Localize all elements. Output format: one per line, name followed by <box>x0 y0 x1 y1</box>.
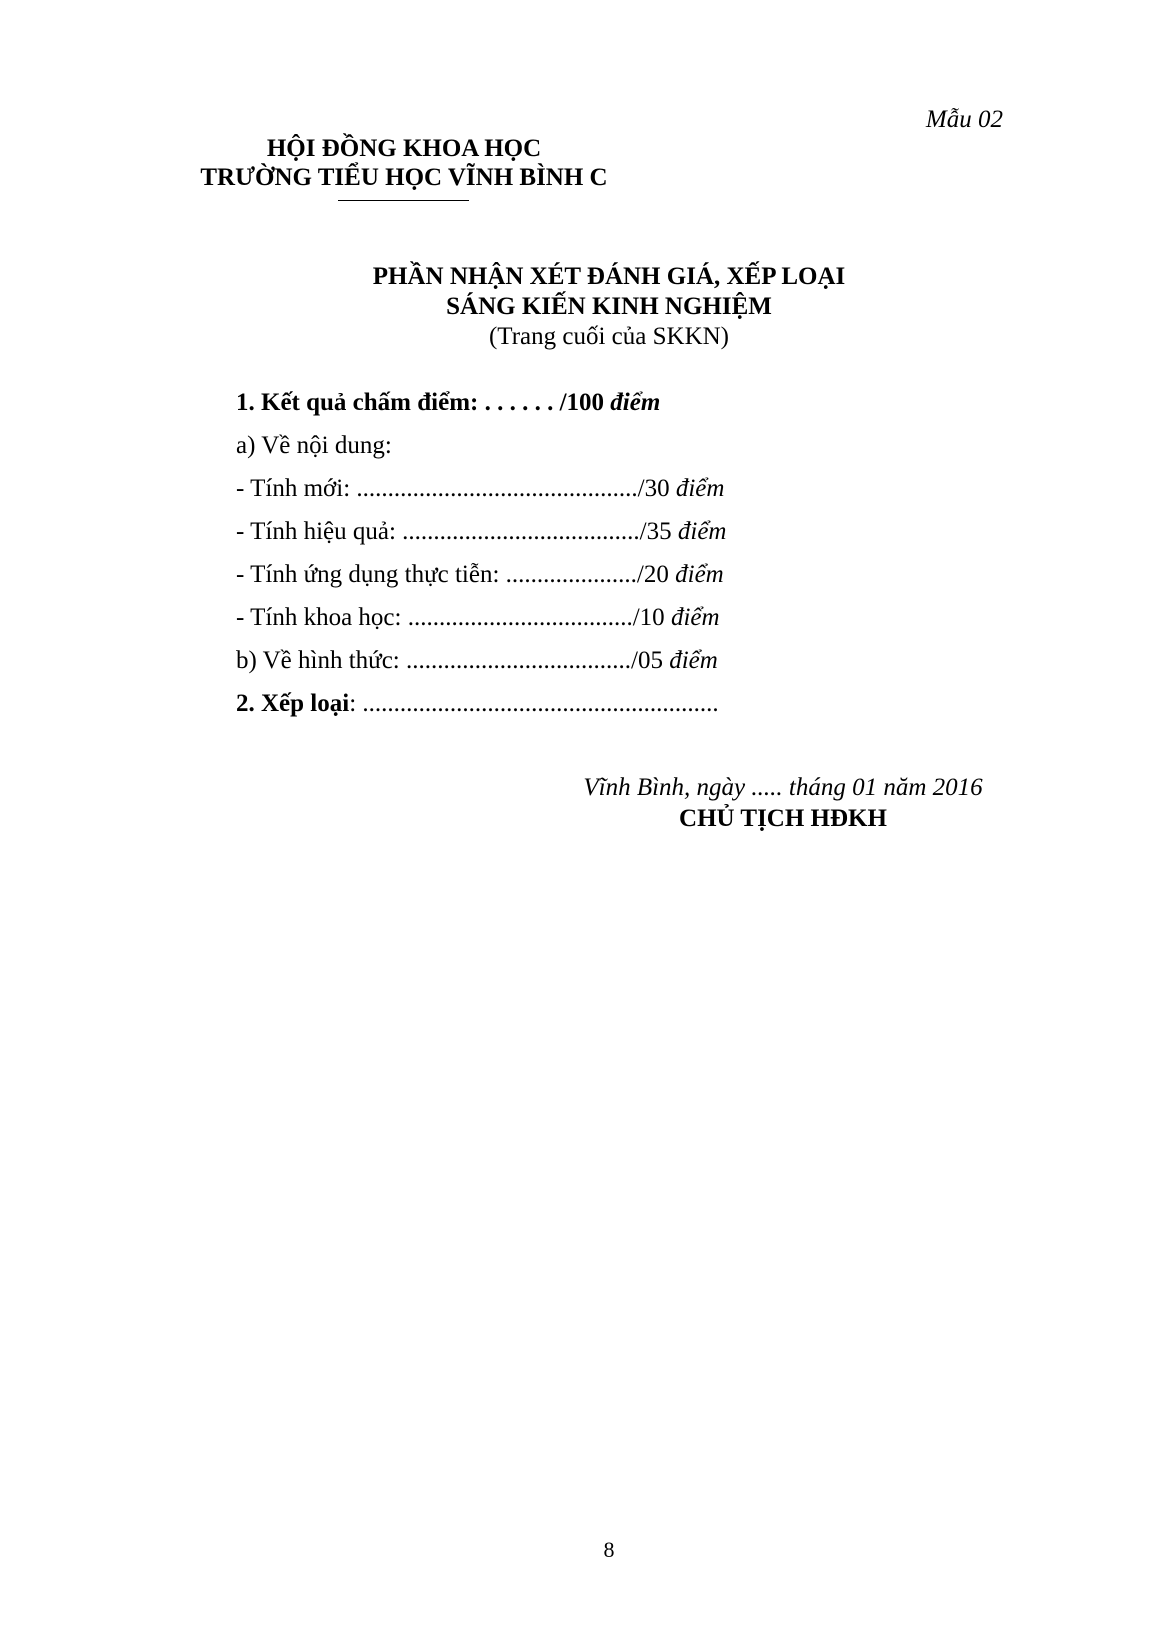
org-header <box>196 134 612 192</box>
criterion-label: - Tính hiệu quả: ....................................../35 <box>236 518 672 545</box>
criterion-row <box>236 601 726 644</box>
criterion-unit: điểm <box>669 647 718 674</box>
criterion-unit: điểm <box>675 561 724 588</box>
signature-block <box>553 772 1013 834</box>
title-line-2: SÁNG KIẾN KINH NGHIỆM <box>446 293 772 320</box>
document-title <box>0 262 1158 352</box>
score-heading-label: 1. Kết quả chấm điểm: . . . . . . /100 <box>236 389 605 416</box>
criterion-row <box>236 644 726 687</box>
criterion-label: - Tính ứng dụng thực tiễn: ...................../20 <box>236 561 669 588</box>
title-subtitle: (Trang cuối của SKKN) <box>488 323 729 350</box>
criterion-unit: điểm <box>675 475 725 502</box>
form-code: Mẫu 02 <box>925 106 1003 133</box>
criterion-label: - Tính khoa học: ..................................../10 <box>236 604 665 631</box>
score-heading-unit: điểm <box>610 389 661 416</box>
page-number: 8 <box>603 1537 615 1562</box>
criterion-row <box>236 558 726 601</box>
criterion-row <box>236 472 726 515</box>
place-date: Vĩnh Bình, ngày ..... tháng 01 năm 2016 <box>583 774 983 801</box>
org-council-name: HỘI ĐỒNG KHOA HỌC <box>266 135 542 162</box>
signer-title: CHỦ TỊCH HĐKH <box>679 805 887 832</box>
rating-value: : ......................................................... <box>349 690 719 717</box>
rating-label: 2. Xếp loại <box>236 690 350 717</box>
score-heading <box>236 386 726 429</box>
content-label: a) Về nội dung: <box>236 432 392 459</box>
org-school-name: TRƯỜNG TIỂU HỌC VĨNH BÌNH C <box>200 164 608 191</box>
rating-row <box>236 687 726 730</box>
criterion-unit: điểm <box>670 604 720 631</box>
scoring-section <box>236 386 726 730</box>
criterion-row <box>236 515 726 558</box>
header-divider <box>338 200 469 201</box>
criterion-label: b) Về hình thức: ..................................../05 <box>236 647 663 674</box>
title-line-1: PHẦN NHẬN XÉT ĐÁNH GIÁ, XẾP LOẠI <box>372 263 846 290</box>
criterion-label: - Tính mới: ............................................./30 <box>236 475 670 502</box>
criterion-unit: điểm <box>677 518 727 545</box>
